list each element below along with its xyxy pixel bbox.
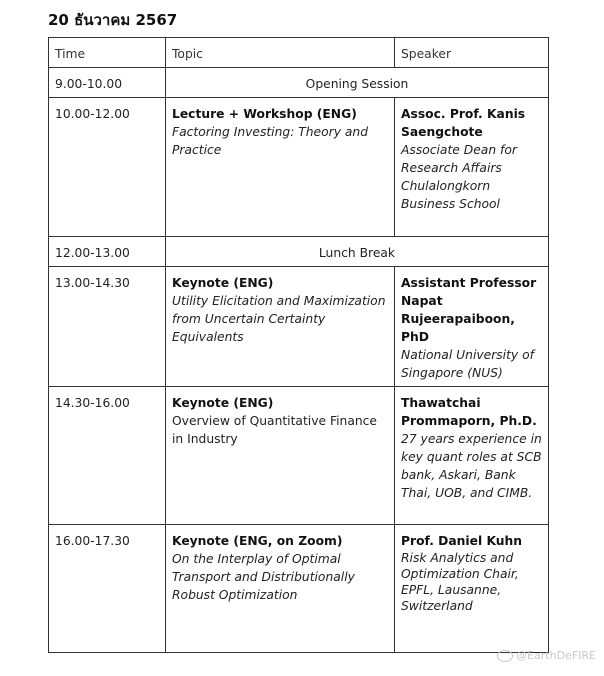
watermark [497,649,596,662]
topic-type: Keynote (ENG) [172,276,274,290]
speaker-detail: 27 years experience in key quant roles at SCB bank, Askari, Bank Thai, UOB, and CIMB. [401,432,542,500]
time-cell: 13.00-14.30 [49,267,166,387]
agenda-table [48,37,549,653]
table-row [49,387,549,525]
time-cell: 9.00-10.00 [49,68,166,98]
header-topic: Topic [166,38,395,68]
topic-type: Keynote (ENG) [172,396,274,410]
topic-title: Overview of Quantitative Finance in Industry [172,414,377,446]
table-row [49,267,549,387]
topic-title: Factoring Investing: Theory and Practice [172,125,369,157]
session-label: Opening Session [166,68,549,98]
chat-bubble-icon [497,650,513,662]
table-row [49,68,549,98]
topic-type: Lecture + Workshop (ENG) [172,107,357,121]
time-cell: 14.30-16.00 [49,387,166,525]
time-cell: 16.00-17.30 [49,525,166,653]
speaker-name: Assistant Professor Napat Rujeerapaiboon, PhD [401,276,537,344]
speaker-detail: Risk Analytics and Optimization Chair, EPFL, Lausanne, Switzerland [401,551,519,613]
speaker-cell [395,98,549,237]
page-title: 20 ธันวาคม 2567 [48,11,178,29]
table-row [49,98,549,237]
session-label: Lunch Break [166,237,549,267]
topic-title: On the Interplay of Optimal Transport and Distributionally Robust Optimization [172,552,355,602]
topic-cell [166,525,395,653]
speaker-name: Prof. Daniel Kuhn [401,534,523,548]
topic-title: Utility Elicitation and Maximization from Uncertain Certainty Equivalents [172,294,386,344]
time-cell: 10.00-12.00 [49,98,166,237]
speaker-cell [395,267,549,387]
topic-cell [166,387,395,525]
topic-type: Keynote (ENG, on Zoom) [172,534,343,548]
speaker-detail: Associate Dean for Research Affairs Chulalongkorn Business School [401,143,517,211]
watermark-text: @EarthDeFIRE [516,649,596,662]
topic-cell [166,98,395,237]
speaker-cell [395,387,549,525]
time-cell: 12.00-13.00 [49,237,166,267]
topic-cell [166,267,395,387]
table-row [49,525,549,653]
table-row [49,237,549,267]
speaker-detail: National University of Singapore (NUS) [401,348,534,380]
speaker-name: Assoc. Prof. Kanis Saengchote [401,107,526,139]
header-time: Time [49,38,166,68]
speaker-cell [395,525,549,653]
header-speaker: Speaker [395,38,549,68]
speaker-name: Thawatchai Prommaporn, Ph.D. [401,396,537,428]
table-header-row [49,38,549,68]
